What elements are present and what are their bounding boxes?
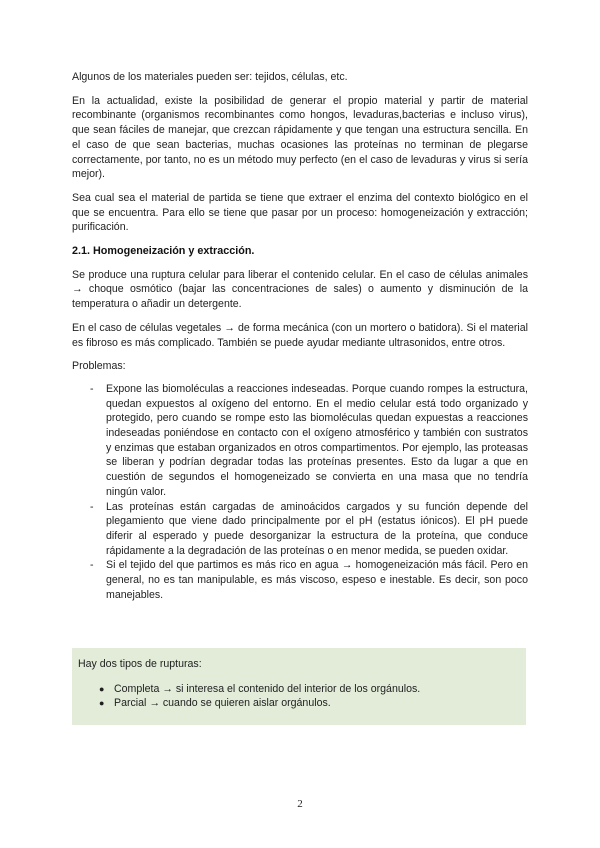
- paragraph-recombinant: En la actualidad, existe la posibilidad de generar el propio material y partir de material recombinante (organismos recombinantes como hongos, levaduras,bacterias e incluso virus), que sean fáciles de manejar, que crezcan rápidamente y que tengan una estructura sencilla. En el caso de que sean bacterias, muchas ocasiones las proteínas no terminan de plegarse correctamente, por tanto, no es un método muy perfecto (en el caso de levaduras y virus si sería mejor).: [72, 94, 528, 181]
- list-item: [72, 382, 528, 500]
- paragraph-extraction: Sea cual sea el material de partida se tiene que extraer el enzima del contexto biológico en el que se encuentra. Para ello se tiene que pasar por un proceso: homogeneización y extracción; purificación.: [72, 191, 528, 234]
- list-item: [78, 696, 520, 711]
- section-title: 2.1. Homogeneización y extracción.: [72, 245, 255, 258]
- rupture-types-callout: [72, 648, 526, 725]
- callout-title: Hay dos tipos de rupturas:: [78, 658, 202, 670]
- intro-paragraph: Algunos de los materiales pueden ser: tejidos, células, etc.: [72, 71, 348, 83]
- list-item-text: Completa → si interesa el contenido del interior de los orgánulos.: [114, 682, 421, 695]
- problems-list: [72, 382, 528, 603]
- bullet-icon: ●: [99, 683, 105, 694]
- dash-marker: -: [90, 500, 94, 513]
- problems-label: Problemas:: [72, 360, 126, 373]
- paragraph-animal-cells: Se produce una ruptura celular para liberar el contenido celular. En el caso de células animales → choque osmótico (bajar las concentraciones de sales) o aumento y disminución de la temperatura o añadir un detergente.: [72, 268, 528, 311]
- dash-marker: -: [90, 559, 94, 572]
- page-number: 2: [297, 798, 303, 810]
- document-body: [72, 70, 528, 603]
- list-item: [72, 558, 528, 602]
- list-item-text: Parcial → cuando se quieren aislar orgánulos.: [114, 697, 331, 710]
- dash-marker: -: [90, 382, 94, 395]
- list-item-text: Si el tejido del que partimos es más rico en agua → homogeneización más fácil. Pero en general, no es tan manipulable, es más viscoso, espeso e inestable. Es decir, son poco manejables.: [106, 559, 528, 601]
- rupture-types-list: [78, 682, 520, 711]
- list-item: [72, 500, 528, 559]
- paragraph-plant-cells: En el caso de células vegetales → de forma mecánica (con un mortero o batidora). Si el material es fibroso es más complicado. También se puede ayudar mediante ultrasonidos, entre otros.: [72, 321, 528, 349]
- list-item-text: Las proteínas están cargadas de aminoácidos cargados y su función depende del plegamiento que viene dado principalmente por el pH (estatus iónicos). El pH puede diferir al esperado y puede desorganizar la estructura de la proteína, que conduce rápidamente a la degradación de las proteínas o en menor medida, se pueden oxidar.: [106, 500, 528, 557]
- bullet-icon: ●: [99, 698, 105, 709]
- list-item: [78, 682, 520, 697]
- list-item-text: Expone las biomoléculas a reacciones indeseadas. Porque cuando rompes la estructura, quedan expuestos al oxígeno del entorno. En el medio celular está todo organizado y protegido, pero cuando se rompe esto las biomoléculas quedan expuestas a reacciones indeseadas poniéndose en contacto con el oxígeno atmosférico y también con sustratos y enzimas que estaban organizados en otros compartimentos. Por ejemplo, las proteasas se liberan y podrían degradar todas las proteínas presentes. Esto da lugar a que en cuestión de segundos el homogeneizado se convierta en una masa que no tendría ningún valor.: [106, 382, 528, 498]
